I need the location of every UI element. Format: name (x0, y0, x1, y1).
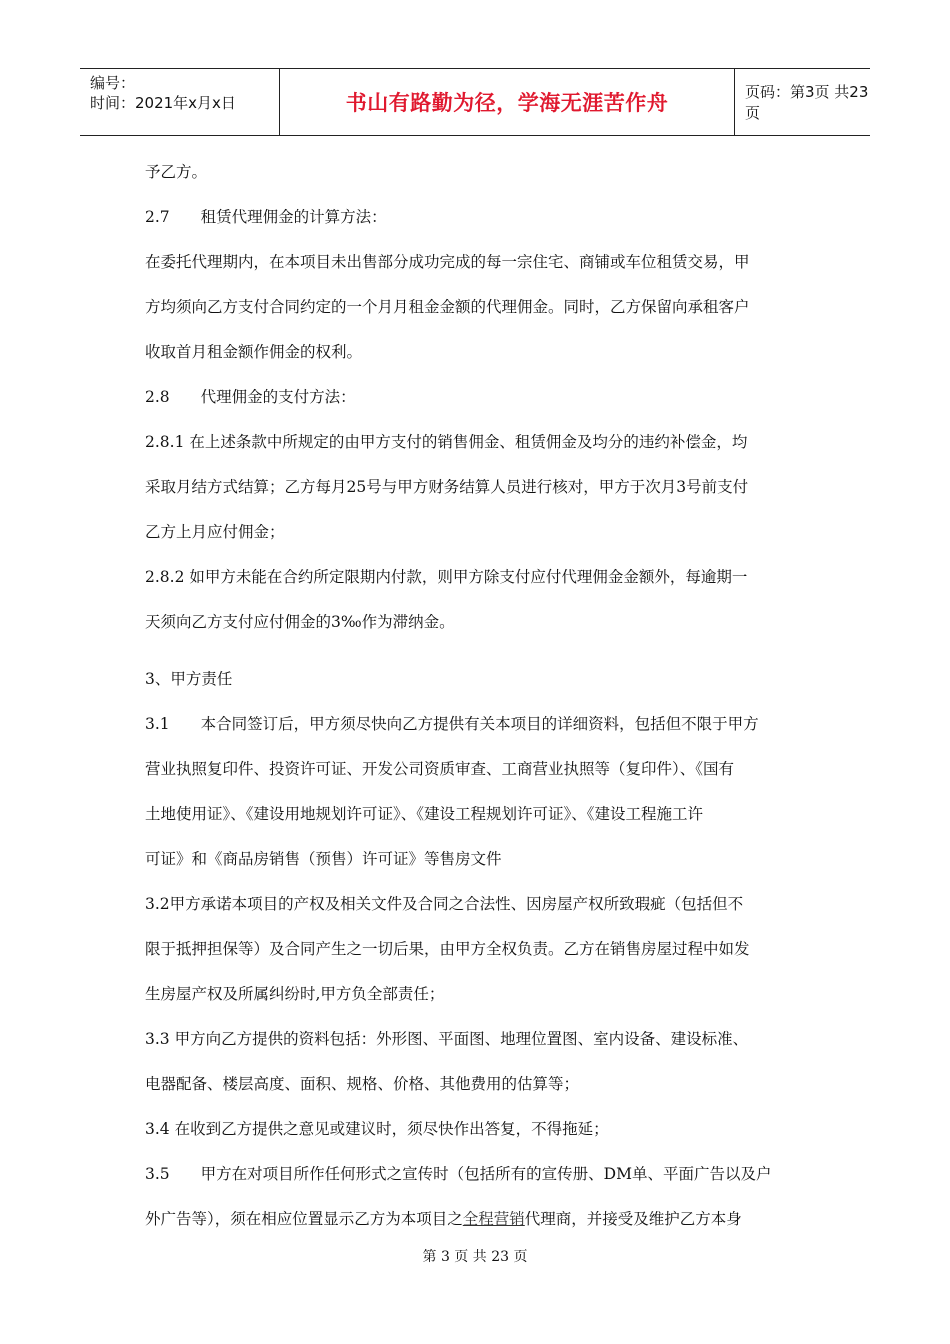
body-line: 乙方上月应付佣金； (145, 523, 285, 541)
header-motto: 书山有路勤为径，学海无涯苦作舟 (345, 91, 669, 115)
body-line: 在委托代理期内，在本项目未出售部分成功完成的每一宗住宅、商铺或车位租赁交易，甲 (145, 253, 750, 271)
section-heading: 3、甲方责任 (145, 670, 233, 688)
body-line: 可证》和《商品房销售（预售）许可证》等售房文件 (145, 850, 502, 868)
body-line: 土地使用证》、《建设用地规划许可证》、《建设工程规划许可证》、《建设工程施工许 (145, 805, 704, 823)
body-line: 电器配备、楼层高度、面积、规格、价格、其他费用的估算等； (145, 1075, 580, 1093)
body-line: 营业执照复印件、投资许可证、开发公司资质审查、工商营业执照等（复印件）、《国有 (145, 760, 735, 778)
body-line: 收取首月租金额作佣金的权利。 (145, 343, 363, 361)
body-line: 方均须向乙方支付合同约定的一个月月租金金额的代理佣金。同时，乙方保留向承租客户 (145, 298, 750, 316)
number-label: 编号： (90, 74, 136, 92)
body-line: 3.1 本合同签订后，甲方须尽快向乙方提供有关本项目的详细资料，包括但不限于甲方 (145, 715, 759, 733)
body-line: 天须向乙方支付应付佣金的3‰作为滞纳金。 (145, 613, 455, 631)
header-motto-cell (280, 69, 735, 135)
body-line: 3.5 甲方在对项目所作任何形式之宣传时（包括所有的宣传册、DM单、平面广告以及户 (145, 1165, 772, 1183)
document-body (145, 150, 810, 1242)
body-line: 3.3 甲方向乙方提供的资料包括：外形图、平面图、地理位置图、室内设备、建设标准、 (145, 1030, 749, 1048)
body-line: 2.8.2 如甲方未能在合约所定限期内付款，则甲方除支付应付代理佣金金额外，每逾期一 (145, 568, 748, 586)
page-footer: 第 3 页 共 23 页 (422, 1249, 528, 1265)
body-line: 限于抵押担保等）及合同产生之一切后果，由甲方全权负责。乙方在销售房屋过程中如发 (145, 940, 750, 958)
section-gap (145, 645, 810, 657)
body-line: 3.2甲方承诺本项目的产权及相关文件及合同之合法性、因房屋产权所致瑕疵（包括但不 (145, 895, 744, 913)
body-line: 生房屋产权及所属纠纷时,甲方负全部责任； (145, 985, 445, 1003)
body-line: 2.8 代理佣金的支付方法： (145, 388, 356, 406)
body-line: 2.8.1 在上述条款中所规定的由甲方支付的销售佣金、租赁佣金及均分的违约补偿金，均 (145, 433, 748, 451)
body-line: 2.7 租赁代理佣金的计算方法： (145, 208, 387, 226)
page-header (80, 68, 870, 136)
body-line: 3.4 在收到乙方提供之意见或建议时，须尽快作出答复，不得拖延； (145, 1120, 609, 1138)
header-meta (80, 69, 280, 135)
body-line-last (145, 1197, 810, 1242)
text-after-link: 代理商，并接受及维护乙方本身 (524, 1210, 742, 1228)
body-line: 予乙方。 (145, 163, 208, 181)
marketing-link[interactable]: 全程营销 (462, 1210, 525, 1228)
body-line: 采取月结方式结算；乙方每月25号与甲方财务结算人员进行核对，甲方于次月3号前支付 (145, 478, 749, 496)
text-before-link: 外广告等），须在相应位置显示乙方为本项目之 (145, 1210, 463, 1228)
time-label: 时间：2021年x月x日 (90, 94, 236, 112)
header-page-info: 页码：第3页 共23页 (745, 83, 869, 122)
